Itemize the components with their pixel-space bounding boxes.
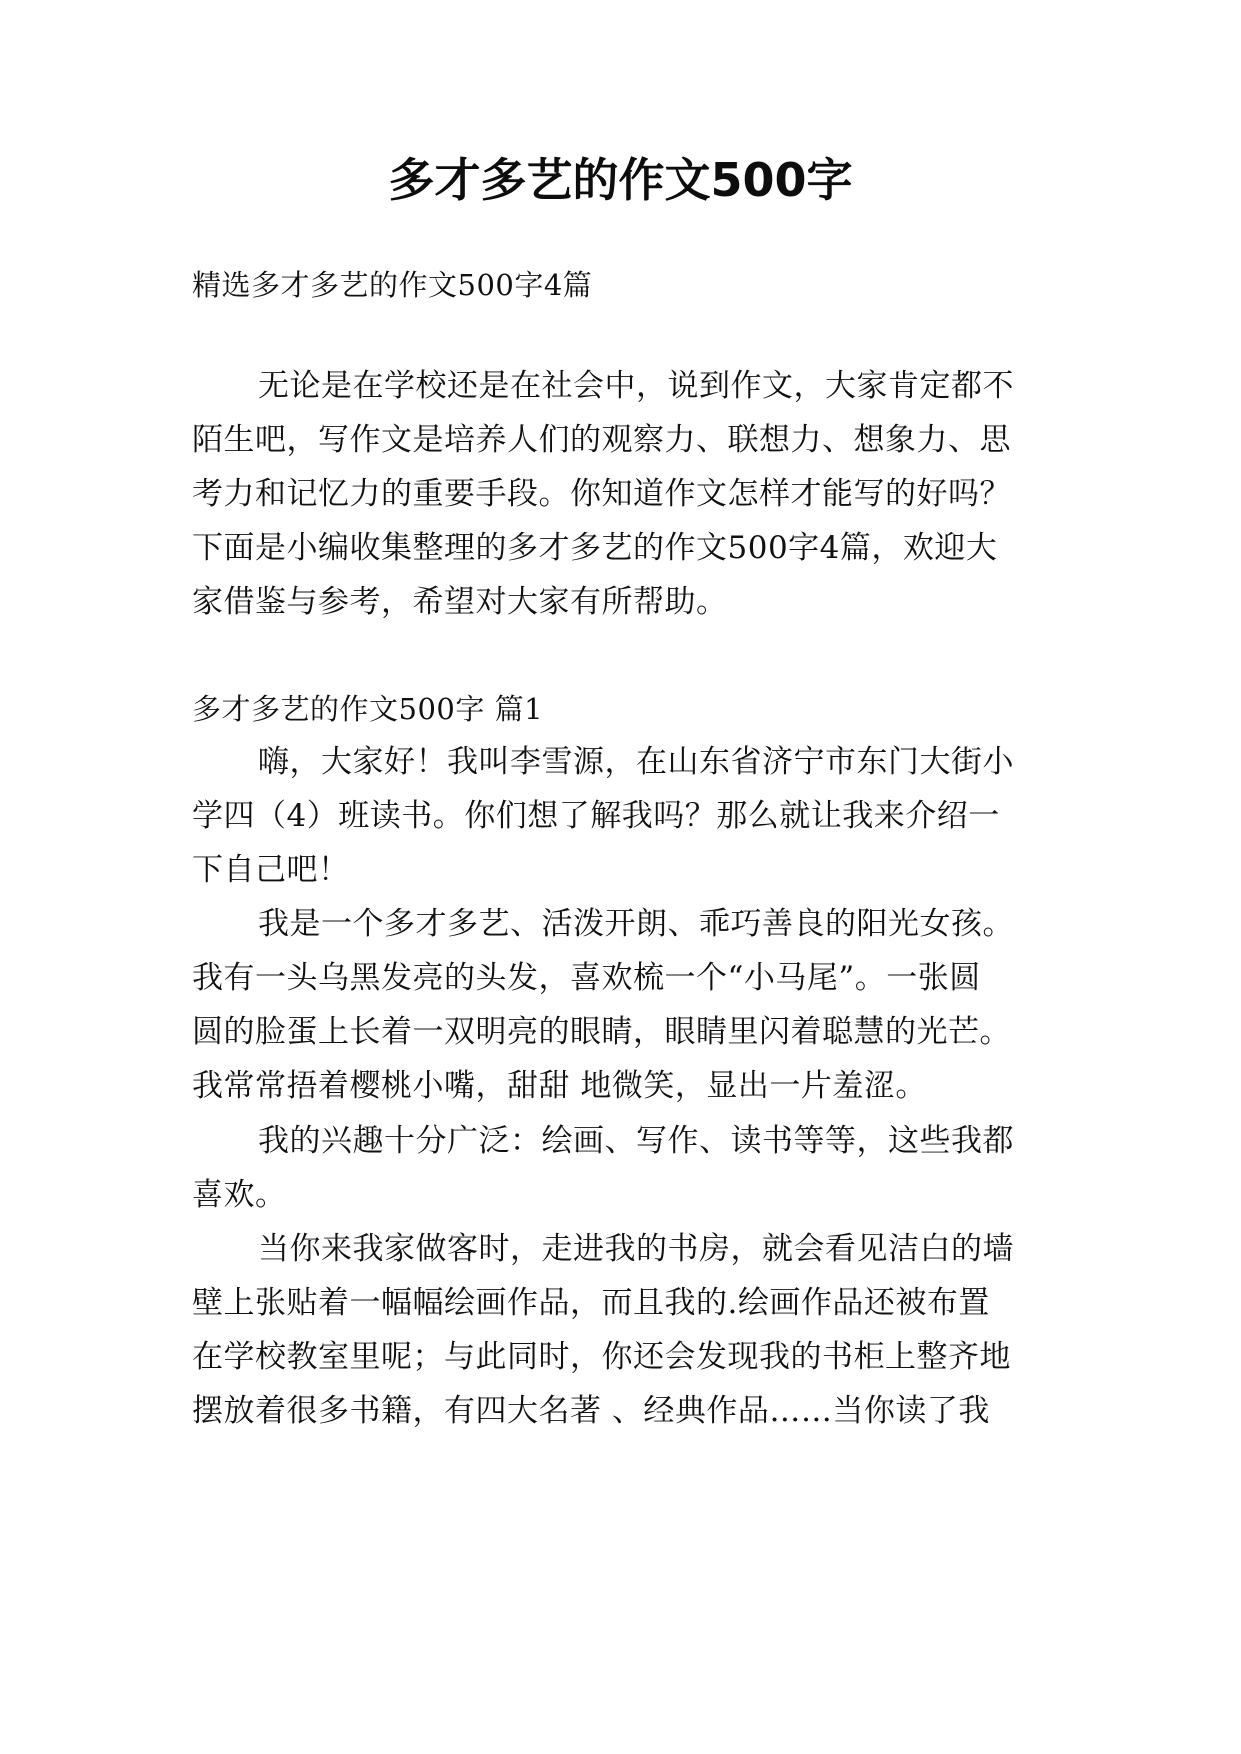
body-line: 我的兴趣十分广泛：绘画、写作、读书等等，这些我都 — [258, 1123, 1014, 1159]
body-line: 喜欢。 — [192, 1177, 287, 1213]
body-line: 下自己吧！ — [192, 852, 350, 888]
intro-line: 陌生吧，写作文是培养人们的观察力、联想力、想象力、思 — [192, 422, 1011, 458]
body-line: 圆的脸蛋上长着一双明亮的眼睛，眼睛里闪着聪慧的光芒。 — [192, 1014, 1011, 1050]
body-line: 在学校教室里呢；与此同时，你还会发现我的书柜上整齐地 — [192, 1339, 1011, 1375]
intro-line: 家借鉴与参考，希望对大家有所帮助。 — [192, 584, 728, 620]
body-line: 学四（4）班读书。你们想了解我吗？那么就让我来介绍一 — [192, 798, 1000, 834]
body-line: 我是一个多才多艺、活泼开朗、乖巧善良的阳光女孩。 — [258, 906, 1014, 942]
intro-line: 下面是小编收集整理的多才多艺的作文500字4篇，欢迎大 — [192, 530, 998, 566]
body-line: 壁上张贴着一幅幅绘画作品，而且我的.绘画作品还被布置 — [192, 1285, 990, 1321]
intro-line: 无论是在学校还是在社会中，说到作文，大家肯定都不 — [258, 368, 1014, 404]
intro-line: 考力和记忆力的重要手段。你知道作文怎样才能写的好吗？ — [192, 476, 1011, 512]
document-subtitle: 精选多才多艺的作文500字4篇 — [192, 268, 593, 302]
section-heading: 多才多艺的作文500字 篇1 — [192, 692, 544, 726]
body-line: 当你来我家做客时，走进我的书房，就会看见洁白的墙 — [258, 1231, 1014, 1267]
document-title: 多才多艺的作文500字 — [388, 153, 853, 207]
body-line: 嗨，大家好！我叫李雪源，在山东省济宁市东门大街小 — [258, 744, 1014, 780]
body-line: 我有一头乌黑发亮的头发，喜欢梳一个“小马尾”。一张圆 — [192, 960, 981, 996]
body-line: 我常常捂着樱桃小嘴，甜甜 地微笑，显出一片羞涩。 — [192, 1068, 927, 1104]
body-line: 摆放着很多书籍，有四大名著 、经典作品……当你读了我 — [192, 1393, 990, 1429]
